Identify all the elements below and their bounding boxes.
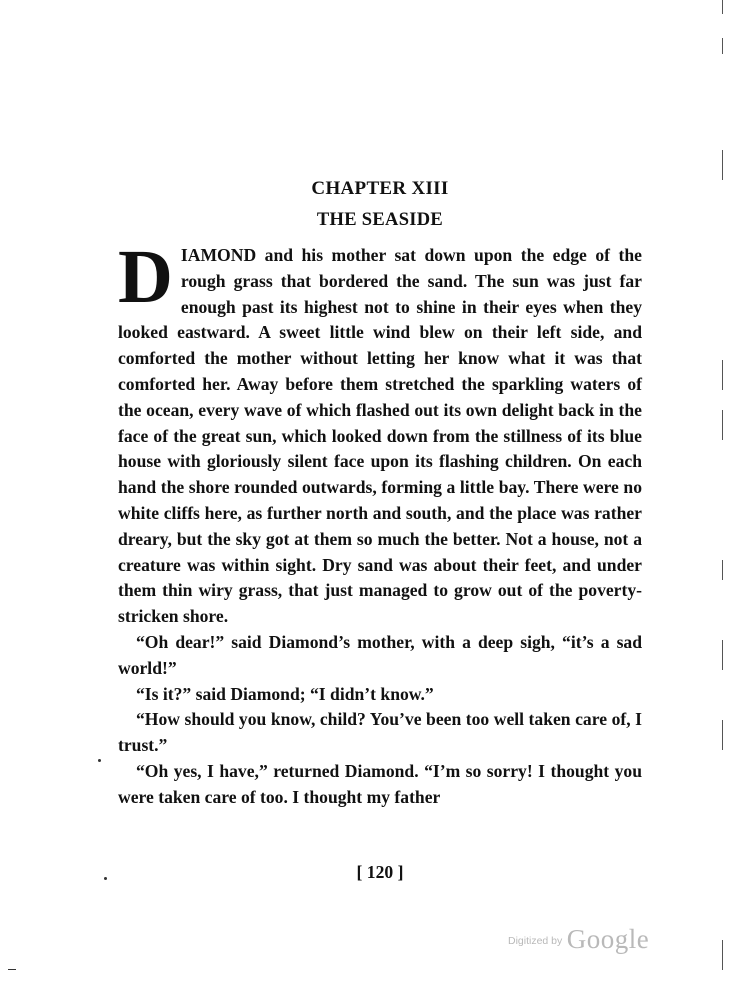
paragraph-1-text: IAMOND and his mother sat down upon the edge of the rough grass that bordered the sand. The sun was just far enough past its highest not to shine in their eyes when they looked eastward. A sweet little wind blew on their left side, and comforted the mother without letting her know what it was that comforted her. Away before them stretched the sparkling waters of the ocean, every wave of which flashed out its own delight back in the face of the great sun, which looked down from the stillness of its blue house with gloriously silent face upon its flashing children. On each hand the shore rounded outwards, forming a little bay. There were no white cliffs here, as further north and south, and the place was rather dreary, but the sky got at them so much the better. Not a house, not a creature was within sight. Dry sand was about their feet, and under them thin wiry grass, that just managed to grow out of the poverty-stricken shore. xyxy=(118,245,642,627)
paragraph-3: “Is it?” said Diamond; “I didn’t know.” xyxy=(136,683,434,704)
watermark-brand: Google xyxy=(566,924,650,954)
scan-edge-mark xyxy=(722,940,723,970)
scan-dot-mark xyxy=(98,759,101,762)
scan-edge-mark xyxy=(722,38,723,54)
scan-dot-mark xyxy=(8,969,16,970)
digitized-watermark xyxy=(508,924,649,955)
scan-dot-mark xyxy=(104,877,107,880)
scan-edge-mark xyxy=(722,360,723,390)
scan-edge-mark xyxy=(722,640,723,670)
drop-cap: D xyxy=(118,235,173,319)
page-number: [ 120 ] xyxy=(356,862,404,882)
scan-edge-mark xyxy=(722,560,723,580)
paragraph-1 xyxy=(118,235,642,630)
paragraph-5: “Oh yes, I have,” returned Diamond. “I’m so sorry! I thought you were taken care of too. I thought my father xyxy=(118,760,642,807)
watermark-prefix: Digitized by xyxy=(508,935,563,947)
scan-edge-mark xyxy=(722,720,723,750)
chapter-title: THE SEASIDE xyxy=(316,210,444,230)
paragraph-4: “How should you know, child? You’ve been too well taken care of, I trust.” xyxy=(118,709,642,756)
scan-edge-mark xyxy=(722,0,723,14)
chapter-body xyxy=(118,235,642,811)
chapter-number: CHAPTER XIII xyxy=(311,178,449,199)
scan-edge-mark xyxy=(722,150,723,180)
scan-edge-mark xyxy=(722,410,723,440)
paragraph-2: “Oh dear!” said Diamond’s mother, with a deep sigh, “it’s a sad world!” xyxy=(118,631,642,678)
